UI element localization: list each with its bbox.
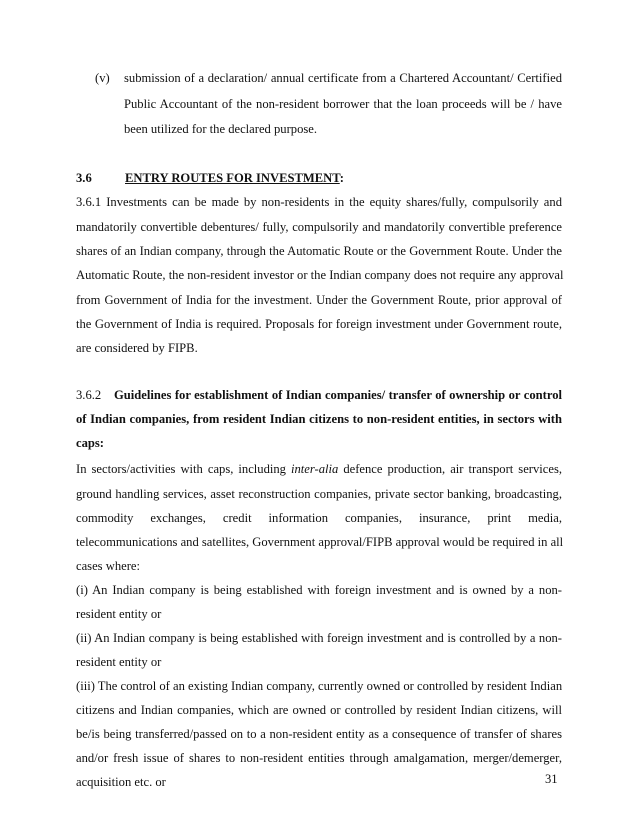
subsection-heading-line: Guidelines for establishment of Indian companies/ transfer of ownership or control: [114, 388, 562, 402]
page-number: 31: [545, 772, 558, 786]
paragraph-line: 3.6.1 Investments can be made by non-residents in the equity shares/fully, compulsorily and: [76, 195, 562, 209]
paragraph-line: are considered by FIPB.: [76, 341, 198, 355]
body-text: In sectors/activities with caps, including: [76, 462, 291, 476]
paragraph-line: shares of an Indian company, through the Automatic Route or the Government Route. Under the: [76, 244, 562, 258]
item-v-marker: (v): [95, 71, 110, 85]
list-item-iii-line: and/or fresh issue of shares to non-resident entities through amalgamation, merger/demerger,: [76, 751, 562, 765]
list-item-ii-line: resident entity or: [76, 655, 162, 669]
subsection-number: 3.6.2: [76, 388, 102, 402]
list-item-iii-line: be/is being transferred/passed on to a non-resident entity as a consequence of transfer of shares: [76, 727, 562, 741]
list-item-iii-line: citizens and Indian companies, which are owned or controlled by resident Indian citizens, will: [76, 703, 562, 717]
list-item-iii-line: acquisition etc. or: [76, 775, 166, 789]
section-number: 3.6: [76, 171, 92, 185]
paragraph-line: Automatic Route, the non-resident investor or the Indian company does not require any approval: [76, 268, 564, 282]
subsection-heading-line: of Indian companies, from resident Indian citizens to non-resident entities, in sectors with: [76, 412, 562, 426]
list-item-i-line: resident entity or: [76, 607, 162, 621]
paragraph-line: from Government of India for the investment. Under the Government Route, prior approval of: [76, 293, 562, 307]
paragraph-line: mandatorily convertible debentures/ fully, compulsorily and mandatorily convertible preference: [76, 220, 562, 234]
body-line: telecommunications and satellites, Government approval/FIPB approval would be required in all: [76, 535, 564, 549]
body-line: commodity exchanges, credit information companies, insurance, print media,: [76, 511, 562, 525]
paragraph-line: the Government of India is required. Proposals for foreign investment under Government route,: [76, 317, 562, 331]
section-title-colon: :: [339, 171, 344, 185]
body-line: cases where:: [76, 559, 140, 573]
item-v-line: submission of a declaration/ annual certificate from a Chartered Accountant/ Certified: [124, 71, 562, 85]
subsection-heading-line: caps:: [76, 436, 104, 450]
list-item-ii-line: (ii) An Indian company is being established with foreign investment and is controlled by a non-: [76, 631, 562, 645]
body-text: defence production, air transport services,: [338, 462, 562, 476]
item-v-line: been utilized for the declared purpose.: [124, 122, 318, 136]
section-title-text: ENTRY ROUTES FOR INVESTMENT: [125, 171, 340, 185]
body-italic-text: inter-alia: [290, 462, 339, 476]
body-line: ground handling services, asset reconstruction companies, private sector banking, broadcasting,: [76, 487, 562, 501]
item-v-line: Public Accountant of the non-resident borrower that the loan proceeds will be / have: [124, 97, 562, 111]
list-item-i-line: (i) An Indian company is being established with foreign investment and is owned by a non-: [76, 583, 562, 597]
body-line-first: [76, 461, 562, 477]
section-title: [125, 170, 344, 186]
list-item-iii-line: (iii) The control of an existing Indian company, currently owned or controlled by resident Indian: [76, 679, 563, 693]
